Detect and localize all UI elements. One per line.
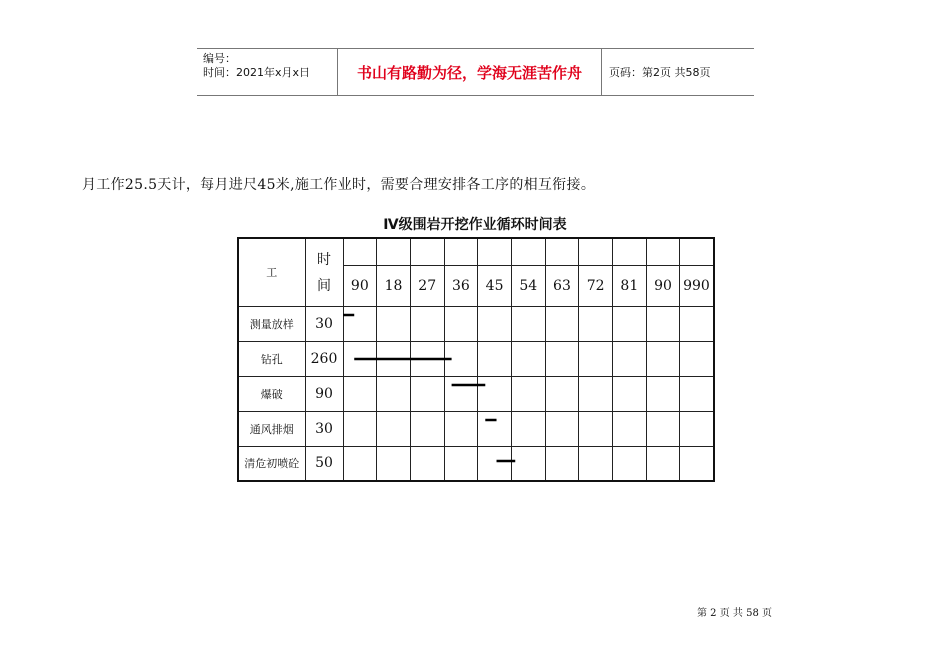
table-row: [238, 341, 714, 376]
time-scale-label: 54: [511, 265, 545, 306]
body-paragraph: 月工作25.5天计，每月进尺45米,施工作业时，需要合理安排各工序的相互衔接。: [82, 177, 596, 193]
scale-header-blank: [545, 238, 579, 265]
table-row: [238, 411, 714, 446]
time-scale-label: 63: [545, 265, 579, 306]
process-column-header: 工: [238, 238, 305, 306]
time-scale-label: 81: [613, 265, 647, 306]
time-scale-label: 18: [377, 265, 411, 306]
table-row: [238, 446, 714, 481]
page-footer: 第 2 页 共 58 页: [697, 608, 772, 619]
table-title-text: Ⅳ级围岩开挖作业循环时间表: [383, 217, 567, 233]
time-scale-label: 90: [343, 265, 377, 306]
scale-header-blank: [410, 238, 444, 265]
scale-header-blank: [680, 238, 714, 265]
scale-header-blank: [478, 238, 512, 265]
process-name: 钻孔: [238, 341, 305, 376]
time-scale-label: 90: [646, 265, 680, 306]
schedule-table: [237, 237, 713, 483]
process-name: 爆破: [238, 376, 305, 411]
scale-header-blank: [343, 238, 377, 265]
time-scale-label: 27: [410, 265, 444, 306]
scale-header-blank: [511, 238, 545, 265]
table-title: [0, 214, 950, 234]
header-meta: [197, 49, 338, 95]
process-duration: 30: [305, 306, 343, 341]
process-duration: 30: [305, 411, 343, 446]
time-scale-label: 72: [579, 265, 613, 306]
time-column-header: 时 间: [305, 238, 343, 306]
scale-header-blank: [377, 238, 411, 265]
scale-header-blank: [613, 238, 647, 265]
doc-number-label: 编号：: [203, 52, 236, 65]
page-header: [197, 48, 754, 96]
time-scale-label: 990: [680, 265, 714, 306]
scale-header-blank: [646, 238, 680, 265]
scale-header-blank: [579, 238, 613, 265]
scale-header-blank: [444, 238, 478, 265]
process-name: 清危初喷砼: [238, 446, 305, 481]
time-scale-label: 45: [478, 265, 512, 306]
process-duration: 260: [305, 341, 343, 376]
table-row: [238, 376, 714, 411]
process-duration: 90: [305, 376, 343, 411]
doc-date-label: 时间：2021年x月x日: [203, 66, 311, 79]
header-page-info: 页码：第2页 共58页: [609, 66, 711, 79]
process-name: 通风排烟: [238, 411, 305, 446]
time-scale-label: 36: [444, 265, 478, 306]
table-row: [238, 306, 714, 341]
header-motto: 书山有路勤为径，学海无涯苦作舟: [338, 49, 602, 95]
process-duration: 50: [305, 446, 343, 481]
process-name: 测量放样: [238, 306, 305, 341]
